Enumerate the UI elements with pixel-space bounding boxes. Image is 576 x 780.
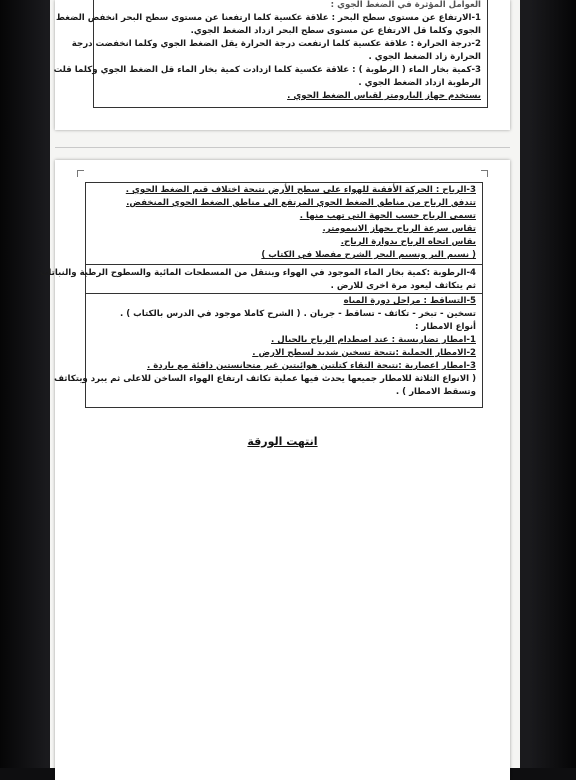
text-line: تقاس سرعة الرياح بجهاز الانيمومتر. [322, 224, 476, 234]
end-title-text: انتهت الورقة [247, 435, 318, 448]
text-line: تتدفق الرياح من مناطق الضغط الجوي المرتفع الى مناطق الضغط الجوي المنخفض. [126, 198, 476, 208]
text-line: 3-امطار اعصارية :نتيجة التقاء كتلتين هوائيتين غير متجانستين دافئة مع باردة . [146, 361, 476, 371]
text-line: 2-درجة الحرارة : علاقة عكسية كلما ارتفعت درجة الحرارة يقل الضغط الجوي وكلما انخفضت درجة [71, 39, 481, 49]
text-line: تسخين - تبخر - تكاثف - تساقط - جريان . ( الشرح كاملا موجود في الدرس بالكتاب ) . [120, 309, 476, 319]
text-line: 3-الرياح : الحركة الأفقية للهواء على سطح الأرض نتيجة اختلاف قيم الضغط الجوي . [125, 185, 476, 195]
end-of-paper-title [55, 435, 510, 448]
text-line: ( الانواع الثلاثة للامطار جميعها يحدث فيها عملية تكاثف ارتفاع الهواء الساخن للاعلى ثم يبرد ويتكاثف [54, 374, 476, 384]
text-line: ثم يتكاثف ليعود مرة اخرى للارض . [330, 281, 476, 291]
winds-box [85, 182, 483, 265]
text-line: الجوي وكلما قل الارتفاع عن مستوى سطح البحر ازداد الضغط الجوي. [190, 26, 481, 36]
text-line: تسمى الرياح حسب الجهة التي تهب منها . [299, 211, 476, 221]
humidity-box [39, 264, 483, 294]
text-line: أنواع الامطار : [414, 322, 476, 332]
text-line: العوامل المؤثرة في الضغط الجوي : [330, 0, 481, 10]
page-separator [55, 147, 510, 148]
text-line: يستخدم جهاز البارومتر لقياس الضغط الجوي . [287, 91, 481, 101]
text-line: ( نسيم البر ونسيم البحر الشرح مفصلا في الكتاب ) [261, 250, 476, 260]
text-line: الحرارة زاد الضغط الجوي . [368, 52, 481, 62]
text-line: 1-الارتفاع عن مستوى سطح البحر : علاقة عكسية كلما ارتفعنا عن مستوى سطح البحر انخفض الضغط [56, 13, 481, 23]
corner-mark [77, 170, 84, 177]
text-line: الرطوبة ازداد الضغط الجوي . [358, 78, 481, 88]
text-line: يقاس اتجاه الرياح بدوارة الرياح. [340, 237, 476, 247]
text-line: 1-امطار تضاريسية : عند اصطدام الرياح بالجبال . [271, 335, 476, 345]
text-line: 3-كمية بخار الماء ( الرطوبة ) : علاقة عكسية كلما ازدادت كمية بخار الماء قل الضغط الجوي وكلما قلت [53, 65, 481, 75]
corner-mark [481, 170, 488, 177]
text-line: 4-الرطوبة :كمية بخار الماء الموجود في الهواء وينتقل من المسطحات المائية والسطوح الرطبة والنباتات [39, 268, 476, 278]
precipitation-box [54, 293, 483, 408]
document-page-1 [55, 0, 510, 130]
pressure-factors-box [53, 0, 488, 108]
document-page-2 [39, 160, 510, 780]
text-line: وتسقط الامطار ) . [395, 387, 476, 397]
text-line: 2-الامطار الحملية :نتيجة تسخين شديد لسطح الارض . [252, 348, 476, 358]
document-viewer[interactable] [39, 0, 520, 768]
text-line: 5-التساقط : مراحل دورة المياه [343, 296, 476, 306]
